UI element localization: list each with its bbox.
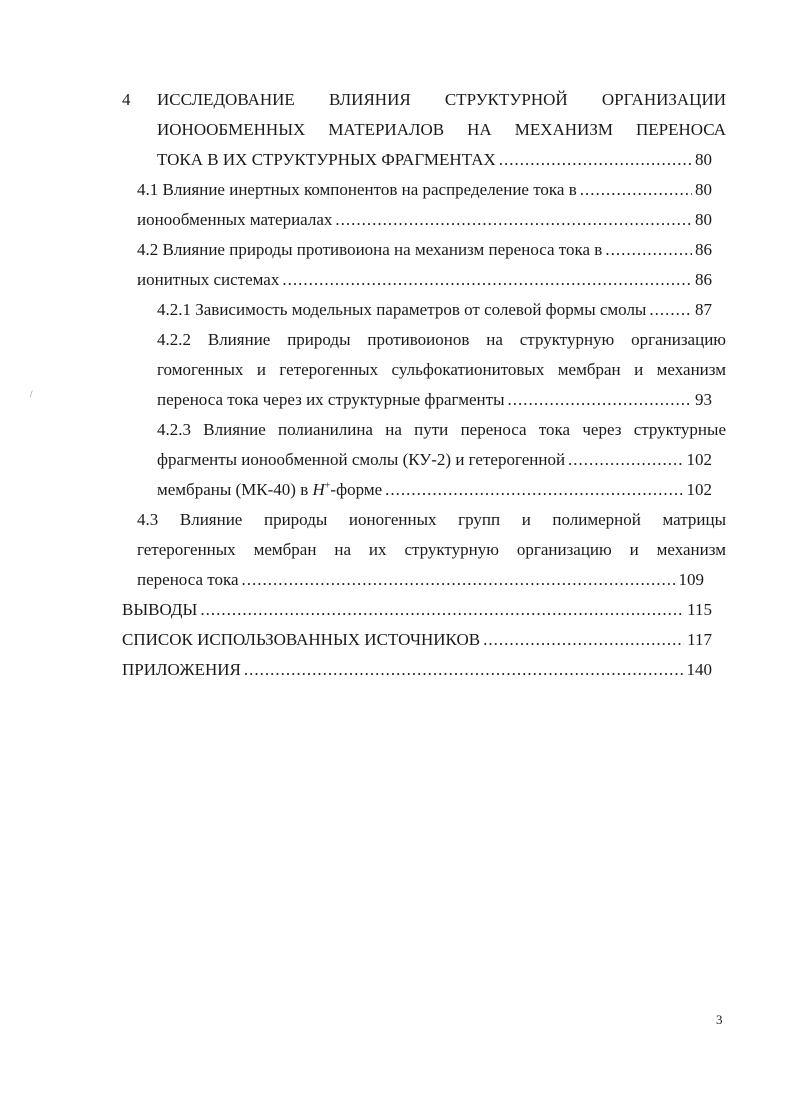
leader-dots xyxy=(282,267,692,293)
ion-symbol: H xyxy=(312,480,325,499)
page-ref: 115 xyxy=(687,600,712,619)
margin-mark: / xyxy=(30,389,33,399)
page-ref: 80 xyxy=(695,150,712,169)
page-ref: 80 xyxy=(695,180,712,199)
toc-section-4-1-line1[interactable]: 4.1 Влияние инертных компонентов на распределение тока в ..... 80 xyxy=(137,177,712,203)
page-ref: 117 xyxy=(687,630,712,649)
toc-section-4-3-line3[interactable]: переноса тока ..... 109 xyxy=(137,567,704,593)
toc-section-4-2-3-line2[interactable]: фрагменты ионообменной смолы (КУ-2) и гетерогенной ..... 102 xyxy=(157,447,712,473)
page-ref: 86 xyxy=(695,270,712,289)
toc-section-4-2-line2[interactable]: ионитных системах ..... 86 xyxy=(137,267,712,293)
toc-section-4-2-2-line3[interactable]: переноса тока через их структурные фрагменты ..... 93 xyxy=(157,387,712,413)
chapter-number: 4 xyxy=(122,90,131,109)
page-ref: 102 xyxy=(686,450,712,469)
leader-dots xyxy=(200,597,684,623)
toc-section-4-2-1[interactable]: 4.2.1 Зависимость модельных параметров от солевой формы смолы ..... 87 xyxy=(157,297,712,323)
toc-chapter-4-line1[interactable]: ИССЛЕДОВАНИЕ ВЛИЯНИЯ СТРУКТУРНОЙ ОРГАНИЗАЦИИ xyxy=(157,90,726,109)
leader-dots xyxy=(605,237,692,263)
leader-dots xyxy=(242,567,676,593)
page-ref: 109 xyxy=(678,570,704,589)
page-ref: 87 xyxy=(695,300,712,319)
leader-dots xyxy=(335,207,692,233)
page-ref: 140 xyxy=(686,660,712,679)
toc-section-4-3-line1[interactable]: 4.3 Влияние природы ионогенных групп и полимерной матрицы xyxy=(137,510,726,529)
toc-section-4-2-2-line2[interactable]: гомогенных и гетерогенных сульфокатионитовых мембран и механизм xyxy=(157,360,726,379)
leader-dots xyxy=(244,657,684,683)
toc-section-4-2-3-line3[interactable]: мембраны (МК-40) в H+-форме ..... 102 xyxy=(157,477,712,503)
toc-section-4-3-line2[interactable]: гетерогенных мембран на их структурную организацию и механизм xyxy=(137,540,726,559)
toc-section-4-2-2-line1[interactable]: 4.2.2 Влияние природы противоионов на структурную организацию xyxy=(157,330,726,349)
leader-dots xyxy=(580,177,692,203)
leader-dots xyxy=(508,387,693,413)
leader-dots xyxy=(499,147,692,173)
leader-dots xyxy=(649,297,692,323)
toc-chapter-4-line3[interactable]: ТОКА В ИХ СТРУКТУРНЫХ ФРАГМЕНТАХ ..... 80 xyxy=(157,147,712,173)
page-number: 3 xyxy=(716,1012,723,1027)
page-ref: 80 xyxy=(695,210,712,229)
toc-section-4-2-3-line1[interactable]: 4.2.3 Влияние полианилина на пути переноса тока через структурные xyxy=(157,420,726,439)
toc-chapter-4-line2[interactable]: ИОНООБМЕННЫХ МАТЕРИАЛОВ НА МЕХАНИЗМ ПЕРЕНОСА xyxy=(157,120,726,139)
toc-appendices[interactable]: ПРИЛОЖЕНИЯ ..... 140 xyxy=(122,657,712,683)
toc-section-4-1-line2[interactable]: ионообменных материалах ..... 80 xyxy=(137,207,712,233)
toc-references[interactable]: СПИСОК ИСПОЛЬЗОВАННЫХ ИСТОЧНИКОВ ..... 117 xyxy=(122,627,712,653)
page-ref: 102 xyxy=(686,480,712,499)
leader-dots xyxy=(385,477,683,503)
leader-dots xyxy=(483,627,684,653)
leader-dots xyxy=(568,447,683,473)
page-ref: 93 xyxy=(695,390,712,409)
toc-conclusions[interactable]: ВЫВОДЫ ..... 115 xyxy=(122,597,712,623)
page-ref: 86 xyxy=(695,240,712,259)
ion-charge: + xyxy=(324,480,331,492)
toc-section-4-2-line1[interactable]: 4.2 Влияние природы противоиона на механизм переноса тока в ..... 86 xyxy=(137,237,712,263)
